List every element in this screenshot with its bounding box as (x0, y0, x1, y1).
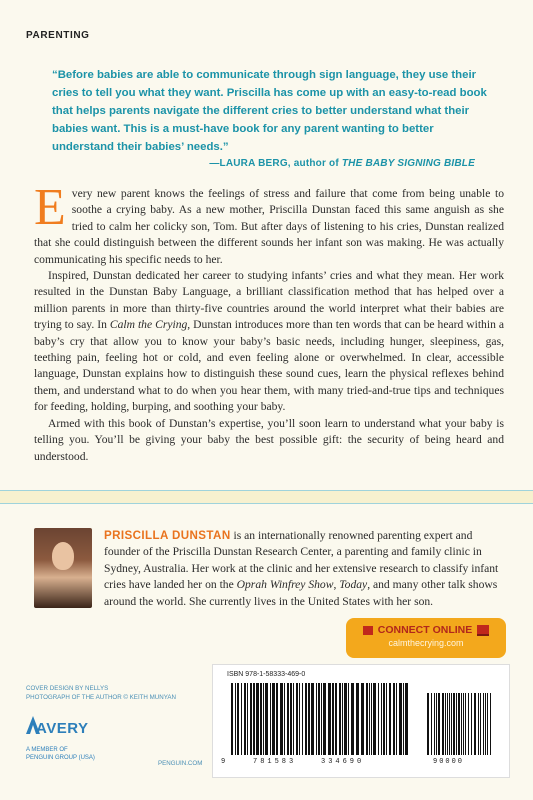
author-bio (104, 528, 504, 610)
publisher-parent-line-1: A MEMBER OF (26, 747, 68, 753)
author-photo (34, 528, 92, 608)
connect-online-badge[interactable] (346, 618, 506, 658)
barcode-group-1: 781583 (253, 758, 297, 766)
author-face (52, 542, 74, 570)
cover-credits (26, 684, 176, 702)
endorsement-attribution (209, 158, 475, 169)
description-text-1: very new parent knows the feelings of stress and failure that come from being unable to soothe a crying baby. As a new mother, Priscilla Dunstan faced this same anguish as she tried to calm her colicky son, Tom. But after days of listening to his cries, Dunstan realized that she could distinguish between the different sounds her infant son was making. He was actually communicating his specific needs to her. (34, 187, 504, 266)
book-icon (363, 626, 373, 635)
isbn-barcode (231, 683, 493, 759)
section-divider (0, 490, 533, 504)
author-name: PRISCILLA DUNSTAN (104, 529, 231, 542)
cover-design-credit: COVER DESIGN BY NELLYS (26, 685, 109, 692)
description-paragraph-3: Armed with this book of Dunstan’s expertise, you’ll soon learn to understand what your baby is telling you. You’ll be giving your baby the best possible gift: the security of being heard and understood. (34, 416, 504, 463)
description-text-2a: Inspired, Dunstan dedicated her career to studying infants’ cries and what they mean. Her work resulted in the Dunstan Baby Language, a brilliant classification method that has helped over a million parents in more than thirty-five countries around the world interpret what their babies are trying to say. In (34, 269, 504, 332)
publisher-parent-line-2: PENGUIN GROUP (USA) (26, 755, 95, 761)
book-title: Calm the Crying (109, 318, 188, 332)
description-text-2b: , Dunstan introduces more than ten words that can be heard within a baby’s cry that allow you to know your baby’s basic needs, including hunger, sleepiness, gas, teething pain, feeling hot or cold, and even feeling alone or overwhelmed. In clear, accessible language, Dunstan explains how to distinguish these sound cues, learn the physical reflexes behind them, and understand what to do when you hear them, with many tried-and-true tips and techniques for feeding, holding, burping, and soothing your baby. (34, 318, 504, 414)
barcode-group-2: 334690 (321, 758, 365, 766)
publisher-website: PENGUIN.COM (158, 760, 203, 767)
bio-text-c: , and many other talk shows around the world. She currently lives in the United States with her son. (104, 578, 498, 608)
show-title-2: Today (339, 578, 368, 592)
show-title-1: Oprah Winfrey Show (236, 578, 334, 592)
drop-cap: E (34, 179, 66, 236)
photo-credit: PHOTOGRAPH OF THE AUTHOR © KEITH MUNYAN (26, 694, 176, 701)
laptop-icon (477, 625, 489, 636)
attribution-book-title: THE BABY SIGNING BIBLE (341, 158, 475, 169)
isbn-number: ISBN 978-1-58333-469-0 (227, 671, 306, 678)
connect-online-url[interactable]: calmthecrying.com (388, 638, 464, 648)
endorsement-quote: “Before babies are able to communicate through sign language, they use their cries to tell you what they want. Priscilla has come up with an easy-to-read book that helps parents navigate the different cries to better understand what their babies want. This is a must-have book for any parent wanting to better understand their babies’ needs.” (52, 69, 487, 153)
description-paragraph-1 (34, 179, 504, 268)
barcode-lead-digit: 9 (221, 758, 226, 766)
publisher-parent (26, 746, 95, 762)
book-description (34, 179, 504, 465)
attribution-prefix: —LAURA BERG, author of (209, 158, 342, 169)
barcode-price-code: 90000 (433, 758, 465, 766)
connect-online-title (346, 624, 506, 636)
category-label: PARENTING (26, 30, 90, 41)
publisher-name: AVERY (36, 720, 89, 737)
barcode-panel (212, 664, 510, 778)
publisher-logo (26, 712, 96, 772)
description-paragraph-2 (34, 268, 504, 416)
bio-text-b: , (333, 578, 340, 592)
bio-text-a: is an internationally renowned parenting expert and founder of the Priscilla Dunstan Research Center, a parenting and family clinic in Sydney, Australia. Her work at the clinic and her extensive research to classify infant cries have landed her on the (104, 529, 499, 592)
connect-online-label: CONNECT ONLINE (377, 624, 473, 636)
